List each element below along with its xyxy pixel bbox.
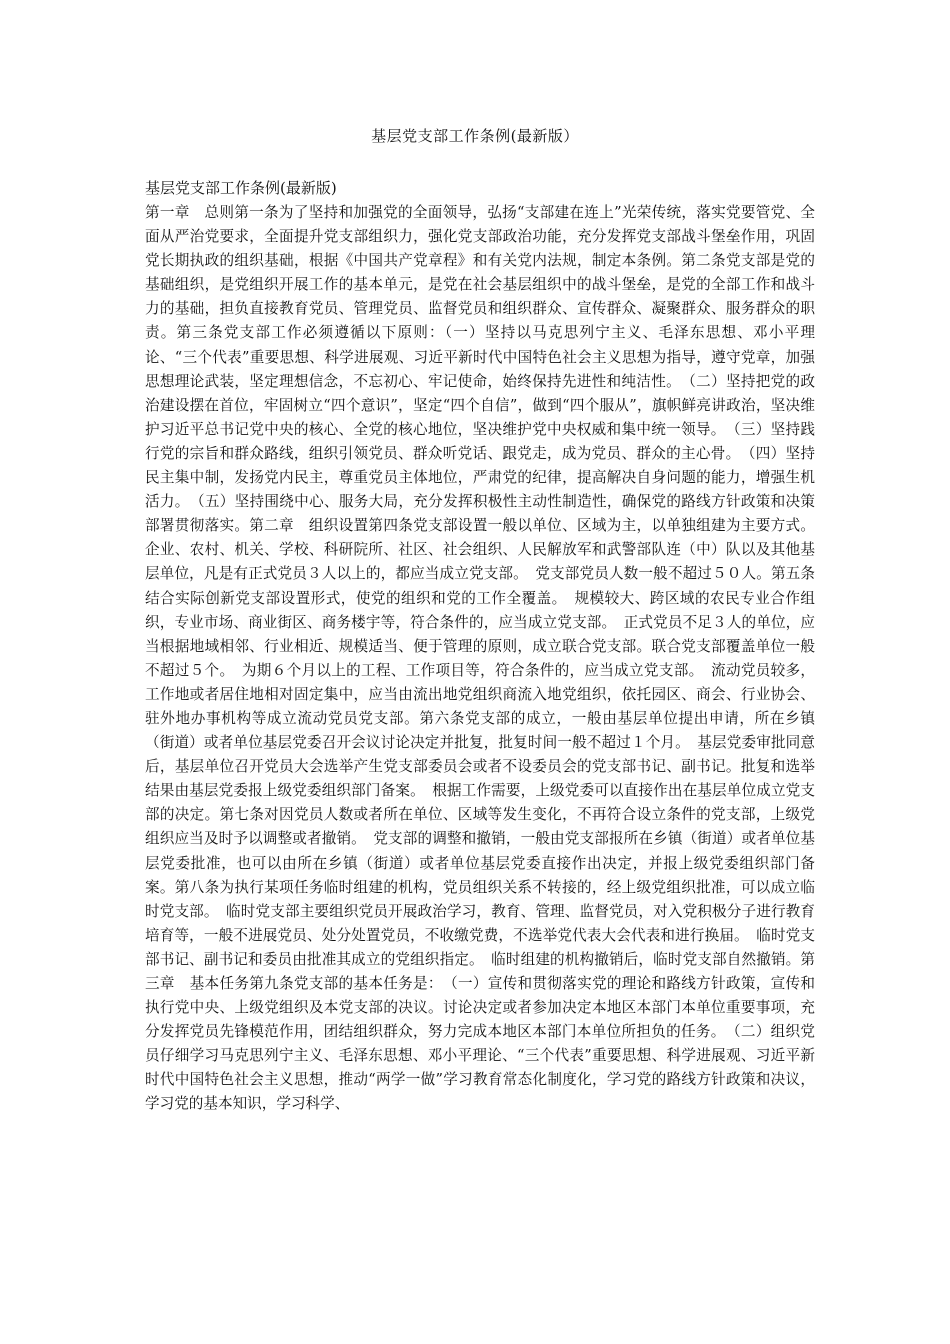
document-body: 第一章 总则第一条为了坚持和加强党的全面领导，弘扬“支部建在连上”光荣传统，落实党要管党、全面从严治党要求，全面提升党支部组织力，强化党支部政治功能，充分发挥党支部战斗堡垒作用，巩固党长期执政的组织基础，根据《中国共产党章程》和有关党内法规，制定本条例。第二条党支部是党的基础组织，是党组织开展工作的基本单元，是党在社会基层组织中的战斗堡垒，是党的全部工作和战斗力的基础，担负直接教育党员、管理党员、监督党员和组织群众、宣传群众、凝聚群众、服务群众的职责。第三条党支部工作必须遵循以下原则：（一）坚持以马克思列宁主义、毛泽东思想、邓小平理论、“三个代表”重要思想、科学进展观、习近平新时代中国特色社会主义思想为指导，遵守党章，加强思想理论武装，坚定理想信念，不忘初心、牢记使命，始终保持先进性和纯洁性。 （二）坚持把党的政治建设摆在首位，牢固树立“四个意识”，坚定“四个自信”，做到“四个服从”，旗帜鲜亮讲政治，坚决维护习近平总书记党中央的核心、全党的核心地位，坚决维护党中央权威和集中统一领导。 （三）坚持践行党的宗旨和群众路线，组织引领党员、群众听党话、跟党走，成为党员、群众的主心骨。 （四）坚持民主集中制，发扬党内民主，尊重党员主体地位，严肃党的纪律，提高解决自身问题的能力，增强生机活力。 （五）坚持围绕中心、服务大局，充分发挥积极性主动性制造性，确保党的路线方针政策和决策部署贯彻落实。第二章 组织设置第四条党支部设置一般以单位、区域为主，以单独组建为主要方式。企业、农村、机关、学校、科研院所、社区、社会组织、人民解放军和武警部队连（中）队以及其他基层单位，凡是有正式党员３人以上的，都应当成立党支部。 党支部党员人数一般不超过５０人。第五条结合实际创新党支部设置形式，使党的组织和党的工作全覆盖。 规模较大、跨区域的农民专业合作组织，专业市场、商业街区、商务楼宇等，符合条件的，应当成立党支部。 正式党员不足３人的单位，应当根据地域相邻、行业相近、规模适当、便于管理的原则，成立联合党支部。联合党支部覆盖单位一般不超过５个。 为期６个月以上的工程、工作项目等，符合条件的，应当成立党支部。 流动党员较多，工作地或者居住地相对固定集中，应当由流出地党组织商流入地党组织，依托园区、商会、行业协会、驻外地办事机构等成立流动党员党支部。第六条党支部的成立，一般由基层单位提出申请，所在乡镇（街道）或者单位基层党委召开会议讨论决定并批复，批复时间一般不超过１个月。 基层党委审批同意后，基层单位召开党员大会选举产生党支部委员会或者不设委员会的党支部书记、副书记。批复和选举结果由基层党委报上级党委组织部门备案。 根据工作需要，上级党委可以直接作出在基层单位成立党支部的决定。第七条对因党员人数或者所在单位、区域等发生变化，不再符合设立条件的党支部，上级党组织应当及时予以调整或者撤销。 党支部的调整和撤销，一般由党支部报所在乡镇（街道）或者单位基层党委批准，也可以由所在乡镇（街道）或者单位基层党委直接作出决定，并报上级党委组织部门备案。第八条为执行某项任务临时组建的机构，党员组织关系不转接的，经上级党组织批准，可以成立临时党支部。 临时党支部主要组织党员开展政治学习，教育、管理、监督党员，对入党积极分子进行教育培育等，一般不进展党员、处分处置党员，不收缴党费，不选举党代表大会代表和进行换届。 临时党支部书记、副书记和委员由批准其成立的党组织指定。 临时组建的机构撤销后，临时党支部自然撤销。第三章 基本任务第九条党支部的基本任务是： （一）宣传和贯彻落实党的理论和路线方针政策，宣传和执行党中央、上级党组织及本党支部的决议。讨论决定或者参加决定本地区本部门本单位重要事项，充分发挥党员先锋模范作用，团结组织群众，努力完成本地区本部门本单位所担负的任务。 （二）组织党员仔细学习马克思列宁主义、毛泽东思想、邓小平理论、“三个代表”重要思想、科学进展观、习近平新时代中国特色社会主义思想，推动“两学一做”学习教育常态化制度化，学习党的路线方针政策和决议，学习党的基本知识，学习科学、 bbox=[145, 204, 815, 1113]
document-title: 基层党支部工作条例(最新版） bbox=[371, 127, 579, 145]
document-subtitle: 基层党支部工作条例(最新版) bbox=[145, 179, 337, 197]
